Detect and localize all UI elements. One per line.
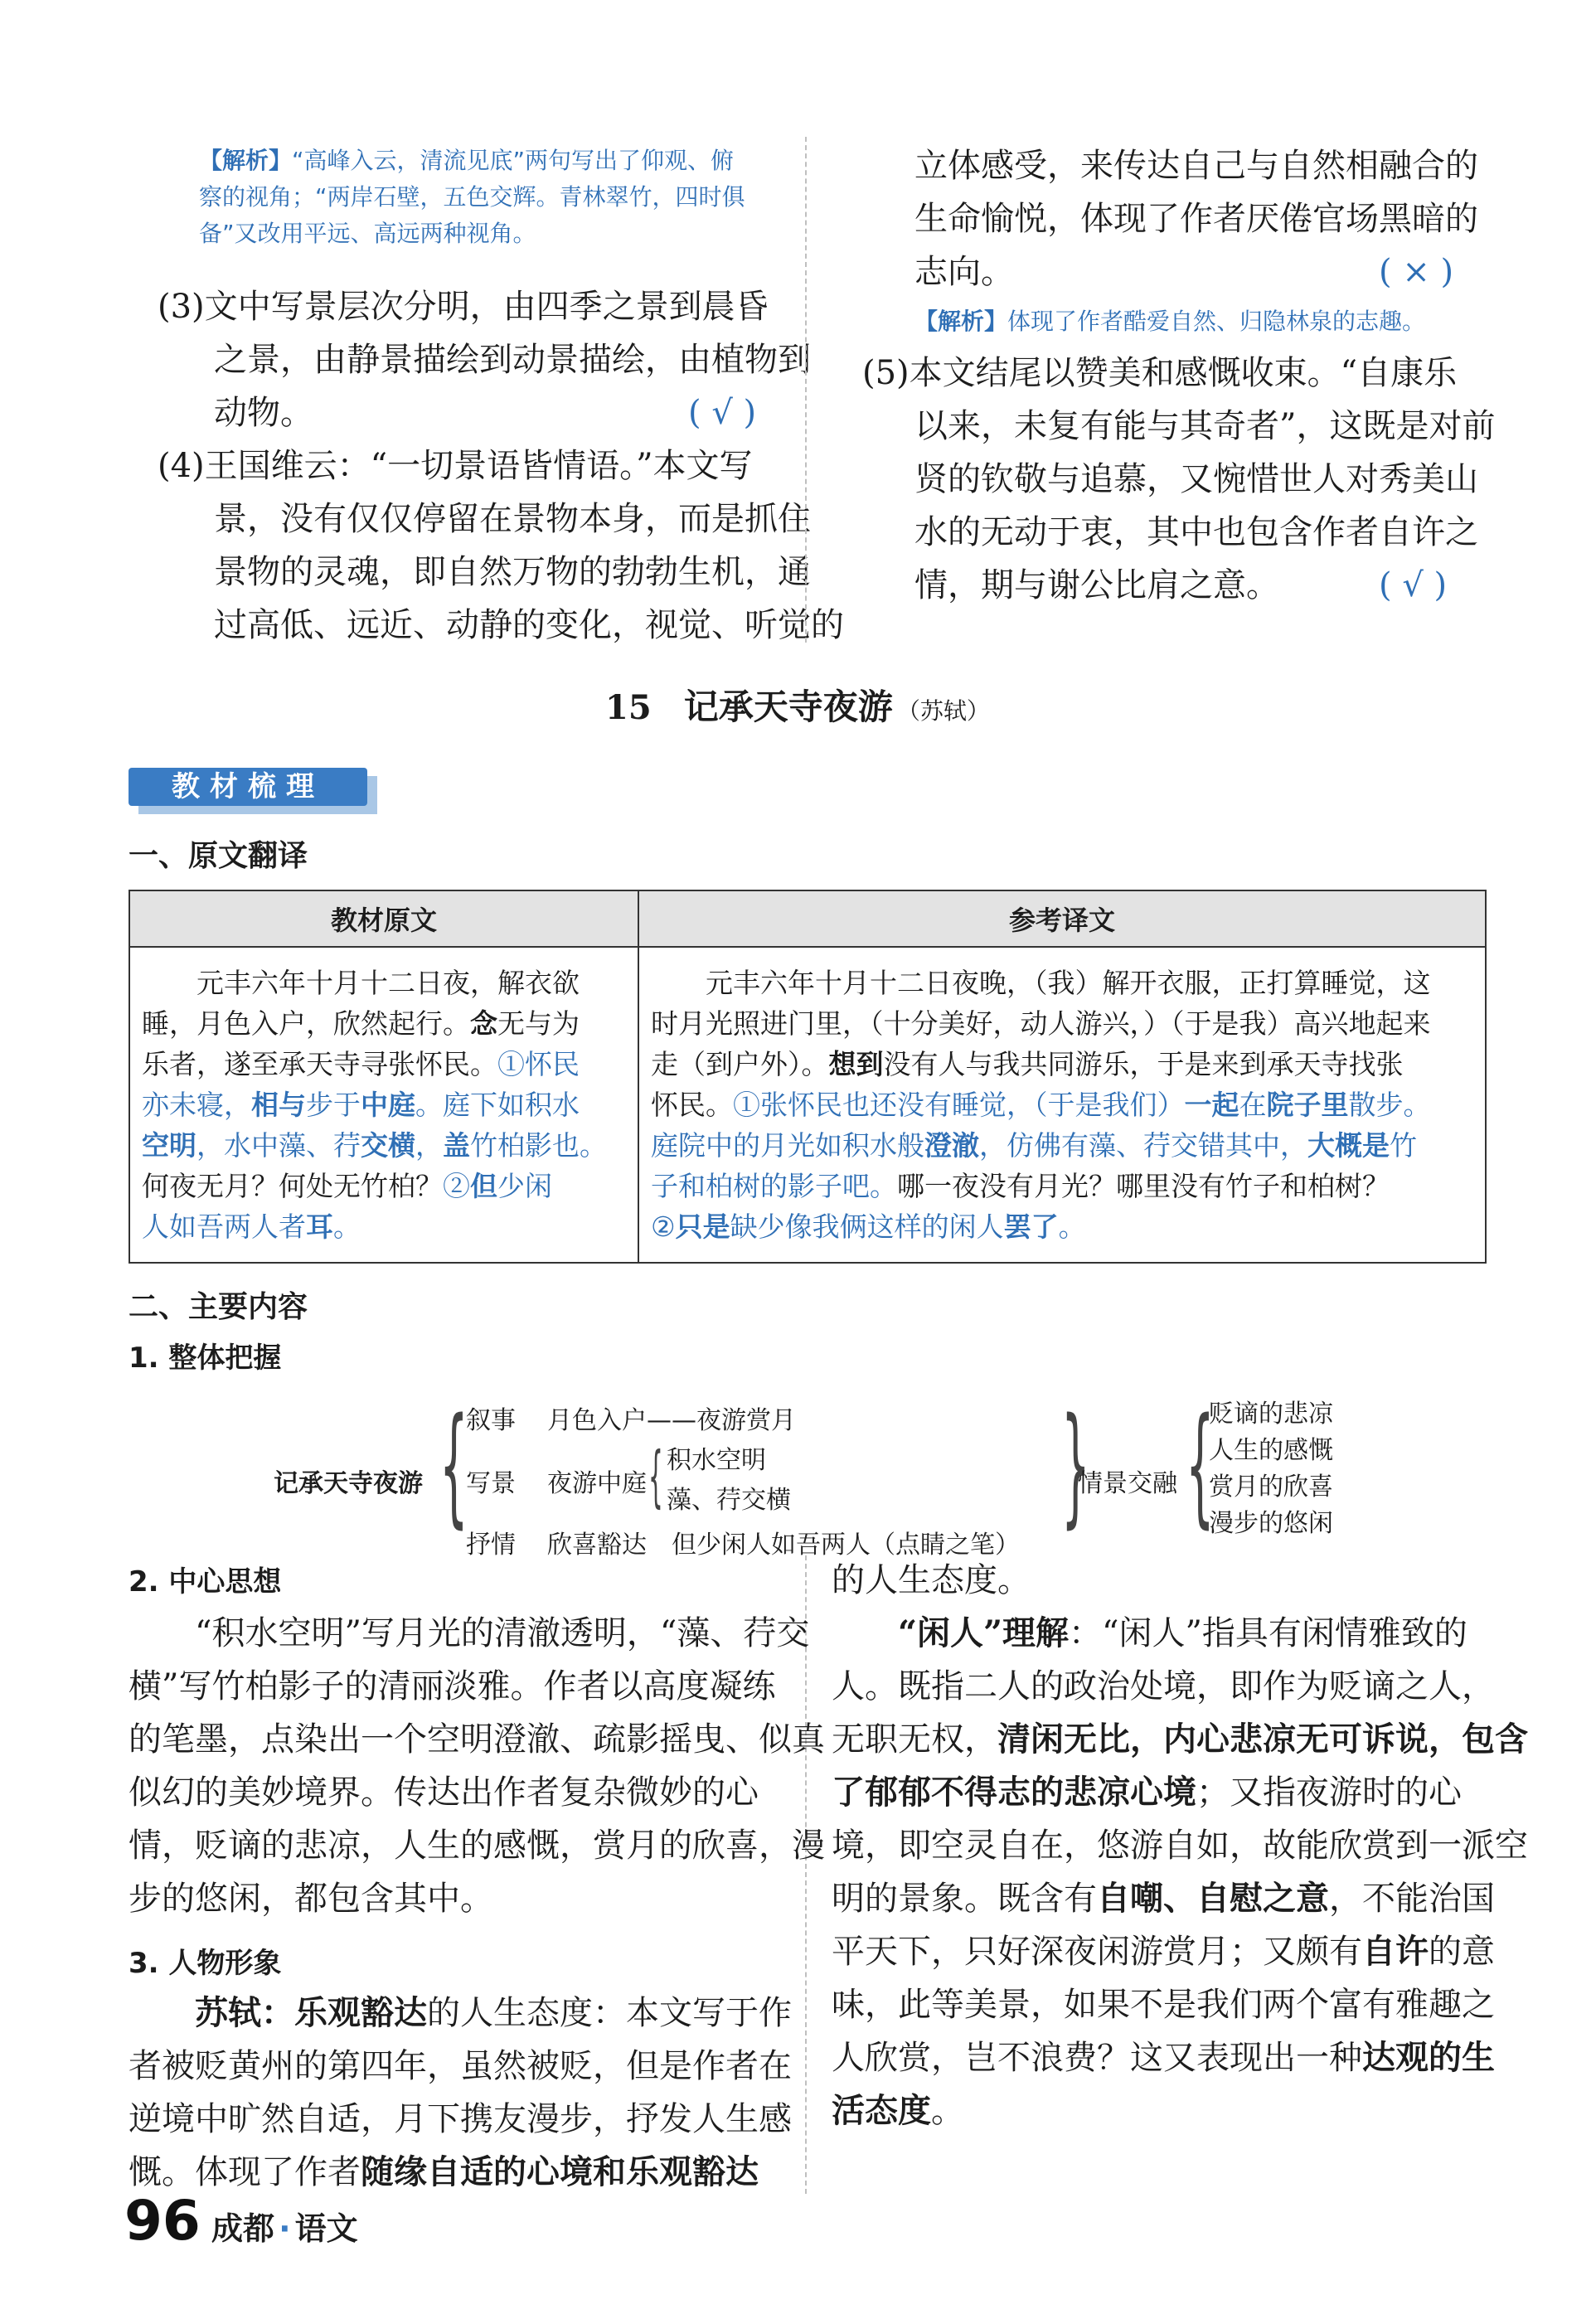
paragraph-line	[832, 1607, 1528, 1660]
item-line: 志向。	[914, 253, 1014, 291]
analysis-note-right	[914, 303, 1425, 340]
column-divider	[805, 137, 807, 643]
text-segment: 味，此等美景，如果不是我们两个富有雅趣之	[832, 1986, 1495, 2024]
text-segment: 澄澈	[924, 1129, 979, 1162]
text-segment: ②	[651, 1211, 676, 1243]
original-line	[142, 1084, 626, 1125]
paragraph-line: 步的悠闲，都包含其中。	[129, 1880, 493, 1918]
paragraph-line	[832, 1978, 1528, 2031]
mindmap-scene-sub2: 藻、荇交横	[667, 1486, 791, 1515]
brace-left: {	[439, 1390, 468, 1540]
text-segment: 。	[1058, 1211, 1086, 1243]
answer-mark: ( × )	[1379, 253, 1454, 291]
paragraph-line	[832, 1925, 1528, 1978]
text-segment: 自许	[1362, 1932, 1429, 1971]
mindmap-feeling: 人生的感慨	[1209, 1436, 1333, 1465]
text-segment: ，不能治国	[1329, 1880, 1495, 1918]
mindmap-fusion: 情景交融	[1078, 1469, 1177, 1498]
text-segment: 无与为	[497, 1007, 580, 1040]
text-segment: 没有人与我共同游乐，于是来到承天寺找张	[883, 1048, 1404, 1080]
text-segment: 自嘲、自慰之意	[1097, 1879, 1329, 1918]
text-segment: 院子里	[1266, 1089, 1349, 1121]
text-segment: 。	[931, 2092, 964, 2130]
paragraph-line	[129, 1987, 792, 2040]
text-segment: 的意	[1429, 1933, 1495, 1971]
col-reference-header: 参考译文	[638, 890, 1486, 947]
item-line: 生命愉悦，体现了作者厌倦官场黑暗的	[914, 200, 1478, 238]
text-segment: 的人生态度。	[832, 1561, 1031, 1599]
text-segment: ①张怀民也还没有睡觉，（于是我们）	[733, 1089, 1185, 1121]
text-segment: ，水中藻、荇	[196, 1129, 361, 1162]
paragraph-line	[832, 1766, 1528, 1819]
idle-people-text	[832, 1554, 1528, 2137]
text-segment: 耳	[306, 1211, 333, 1243]
paragraph-line	[129, 2040, 792, 2093]
paragraph-line	[129, 2093, 792, 2146]
text-segment: 步于	[306, 1089, 361, 1121]
text-segment: 罢了	[1003, 1211, 1059, 1243]
lesson-title	[605, 680, 990, 730]
mindmap-feeling: 赏月的欣喜	[1209, 1473, 1333, 1502]
text-segment: 在	[1239, 1089, 1267, 1121]
mindmap-emotion-label: 抒情	[466, 1531, 516, 1560]
paragraph-line	[832, 1872, 1528, 1925]
answer-mark: ( √ )	[688, 394, 757, 432]
text-segment: 但	[470, 1170, 497, 1202]
text-segment: 的人生态度：本文写于作	[427, 1994, 792, 2032]
mindmap-scene-sub1: 积水空明	[667, 1446, 766, 1475]
reference-line	[651, 963, 1473, 1003]
item-line: 过高低、远近、动静的变化，视觉、听觉的	[214, 606, 844, 644]
reference-line	[651, 1125, 1473, 1166]
text-segment: 。庭下如积水	[415, 1089, 580, 1121]
text-segment: 走（到户外）。	[651, 1048, 829, 1080]
text-segment: 何夜无月？何处无竹柏？	[142, 1170, 443, 1202]
mindmap-scene-text: 夜游中庭	[547, 1469, 647, 1498]
analysis-note-left	[199, 143, 745, 252]
section-badge-label: 教材梳理	[172, 770, 324, 803]
text-segment: 空明	[142, 1129, 196, 1162]
item-line: 之景，由静景描绘到动景描绘，由植物到	[214, 341, 811, 379]
text-segment: 慨。体现了作者	[129, 2153, 361, 2191]
text-segment: ：“闲人”指具有闲情雅致的	[1069, 1614, 1467, 1652]
brace-scene: {	[648, 1438, 663, 1515]
text-segment: 散步。	[1348, 1089, 1431, 1121]
text-segment: 一起	[1184, 1089, 1239, 1121]
text-segment: 逆境中旷然自适，月下携友漫步，抒发人生感	[129, 2100, 792, 2138]
original-text-cell	[129, 947, 638, 1263]
page-footer	[124, 2189, 358, 2253]
subject-name: 语文	[294, 2210, 358, 2247]
reference-line	[651, 1166, 1473, 1206]
central-idea-heading: 2. 中心思想	[129, 1565, 282, 1599]
overall-grasp-heading: 1. 整体把握	[129, 1342, 282, 1375]
text-segment: 亦未寝，	[142, 1089, 251, 1121]
original-line	[142, 1003, 626, 1044]
text-segment: ，	[415, 1129, 443, 1162]
main-content-heading: 二、主要内容	[129, 1290, 308, 1324]
note-line: 察的视角；“两岸石壁，五色交辉。青林翠竹，四时俱	[199, 183, 745, 211]
text-segment: 苏轼：乐观豁达	[195, 1993, 427, 2032]
answer-mark: ( √ )	[1379, 566, 1448, 604]
text-segment: 人如吾两人者	[142, 1211, 306, 1243]
text-segment: 了郁郁不得志的悲凉心境	[832, 1773, 1196, 1812]
item-line: 贤的钦敬与追慕，又惋惜世人对秀美山	[914, 460, 1478, 498]
character-heading: 3. 人物形象	[129, 1947, 282, 1980]
lesson-number: 15	[605, 688, 652, 727]
text-segment: 念	[470, 1007, 497, 1040]
reference-text-cell	[638, 947, 1486, 1263]
text-segment: ①怀民	[497, 1048, 580, 1080]
footer-dot: ·	[279, 2210, 291, 2247]
brace-feelings: {	[1186, 1390, 1215, 1540]
mindmap-narrate-label: 叙事	[466, 1406, 516, 1435]
character-text	[129, 1987, 792, 2199]
paragraph-line	[832, 2084, 1528, 2137]
page-number: 96	[124, 2189, 201, 2253]
text-segment: 子和柏树的影子吧。	[651, 1170, 897, 1202]
question-item-4-right	[914, 139, 1478, 298]
mind-map	[274, 1390, 1385, 1560]
text-segment: “闲人”理解	[898, 1613, 1070, 1652]
text-segment: 缺少像我俩这样的闲人	[730, 1211, 1004, 1243]
text-segment: 人。既指二人的政治处境，即作为贬谪之人，	[832, 1667, 1495, 1705]
paragraph-line	[832, 1819, 1528, 1872]
item-line: 立体感受，来传达自己与自然相融合的	[914, 147, 1478, 185]
item-line: (5)本文结尾以赞美和感慨收束。“自康乐	[862, 354, 1458, 392]
analysis-tag: 【解析】	[914, 308, 1008, 335]
mindmap-root: 记承天寺夜游	[274, 1469, 423, 1498]
reference-line	[651, 1206, 1473, 1247]
text-segment: 明的景象。既含有	[832, 1880, 1097, 1918]
text-segment: 。	[333, 1211, 361, 1243]
text-segment: 怀民。	[651, 1089, 733, 1121]
paragraph-line: 似幻的美妙境界。传达出作者复杂微妙的心	[129, 1773, 759, 1812]
text-segment: 少闲	[497, 1170, 552, 1202]
item-line: 景物的灵魂，即自然万物的勃勃生机，通	[214, 553, 811, 591]
question-item-3	[158, 280, 811, 439]
text-segment: ，仿佛有藻、荇交错其中，	[979, 1129, 1307, 1162]
text-segment: 交横	[361, 1129, 415, 1162]
text-segment: 睡，月色入户，欣然起行。	[142, 1007, 470, 1040]
paragraph-line: “积水空明”写月光的清澈透明，“藻、荇交	[129, 1614, 810, 1652]
original-line	[142, 1125, 626, 1166]
text-segment: 乐者，遂至承天寺寻张怀民。	[142, 1048, 497, 1080]
text-segment: ②	[443, 1170, 470, 1202]
mindmap-feeling: 贬谪的悲凉	[1209, 1400, 1333, 1429]
item-line: 情，期与谢公比肩之意。	[914, 566, 1279, 604]
text-segment: 庭院中的月光如积水般	[651, 1129, 924, 1162]
original-line	[142, 963, 626, 1003]
text-segment: 者被贬黄州的第四年，虽然被贬，但是作者在	[129, 2047, 792, 2085]
translation-table	[129, 890, 1487, 1264]
note-line: “高峰入云，清流见底”两句写出了仰观、俯	[292, 147, 735, 174]
note-text: 体现了作者酷爱自然、归隐林泉的志趣。	[1007, 308, 1426, 335]
text-segment: 竹柏影也。	[470, 1129, 607, 1162]
text-segment: 清闲无比，内心悲凉无可诉说，包含	[997, 1720, 1528, 1759]
text-segment: 元丰六年十月十二日夜，解衣欲	[142, 967, 580, 999]
text-segment: 大概是	[1307, 1129, 1390, 1162]
paragraph-line	[832, 1660, 1528, 1713]
text-segment: 盖	[443, 1129, 470, 1162]
paragraph-line: 情，贬谪的悲凉，人生的感慨，赏月的欣喜，漫	[129, 1827, 825, 1865]
question-item-5	[862, 347, 1495, 612]
mindmap-scene-label: 写景	[466, 1469, 516, 1498]
translation-heading: 一、原文翻译	[129, 839, 308, 873]
original-line	[142, 1044, 626, 1084]
item-line: 以来，未复有能与其奇者”，这既是对前	[914, 407, 1496, 445]
text-segment: 随缘自适的心境和乐观豁达	[361, 2152, 759, 2191]
text-segment: 元丰六年十月十二日夜晚，（我）解开衣服，正打算睡觉，这	[651, 967, 1431, 999]
item-line: (4)王国维云：“一切景语皆情语。”本文写	[158, 447, 753, 485]
text-segment: 时月光照进门里，（十分美好，动人游兴，）（于是我）高兴地起来	[651, 1007, 1431, 1040]
text-segment: 相与	[251, 1089, 306, 1121]
text-segment: 达观的生	[1362, 2038, 1495, 2077]
paragraph-line: 的笔墨，点染出一个空明澄澈、疏影摇曳、似真	[129, 1720, 825, 1759]
item-line: (3)文中写景层次分明，由四季之景到晨昏	[158, 288, 769, 326]
text-segment: 平天下，只好深夜闲游赏月；又颇有	[832, 1933, 1362, 1971]
lesson-name: 记承天寺夜游	[683, 687, 893, 727]
question-item-4-left	[158, 439, 844, 652]
text-segment: 想到	[828, 1048, 884, 1080]
paragraph-line	[832, 1554, 1528, 1607]
original-line	[142, 1166, 626, 1206]
text-segment: 人欣赏，岂不浪费？这又表现出一种	[832, 2039, 1362, 2077]
text-segment: ；又指夜游时的心	[1196, 1773, 1462, 1812]
text-segment: 竹	[1390, 1129, 1417, 1162]
paragraph-line: 横”写竹柏影子的清丽淡雅。作者以高度凝练	[129, 1667, 776, 1705]
text-segment: 境，即空灵自在，悠游自如，故能欣赏到一派空	[832, 1827, 1528, 1865]
mindmap-feeling: 漫步的悠闲	[1209, 1509, 1333, 1538]
lesson-author: （苏轼）	[896, 697, 990, 725]
item-line: 水的无动于衷，其中也包含作者自许之	[914, 513, 1478, 551]
note-line: 备”又改用平远、高远两种视角。	[199, 220, 536, 247]
brace-right: }	[1061, 1390, 1090, 1540]
item-line: 动物。	[214, 394, 313, 432]
item-line: 景，没有仅仅停留在景物本身，而是抓住	[214, 500, 811, 538]
original-line	[142, 1206, 626, 1247]
paragraph-line	[832, 1713, 1528, 1766]
reference-line	[651, 1084, 1473, 1125]
central-idea-text	[129, 1607, 825, 1925]
reference-line	[651, 1003, 1473, 1044]
mindmap-emotion-text: 欣喜豁达 但少闲人如吾两人（点睛之笔）	[547, 1531, 1020, 1560]
text-segment: 只是	[675, 1211, 730, 1243]
book-name: 成都	[211, 2210, 274, 2247]
text-segment: 中庭	[361, 1089, 415, 1121]
col-original-header: 教材原文	[129, 890, 638, 947]
text-segment	[129, 1994, 195, 2032]
text-segment: 活态度	[832, 2091, 931, 2130]
mindmap-narrate-text: 月色入户——夜游赏月	[547, 1406, 796, 1435]
text-segment: 无职无权，	[832, 1720, 997, 1759]
paragraph-line	[832, 2031, 1528, 2084]
text-segment: 哪一夜没有月光？哪里没有竹子和柏树？	[897, 1170, 1390, 1202]
analysis-tag: 【解析】	[199, 147, 293, 174]
section-badge	[129, 768, 377, 814]
text-segment	[832, 1614, 898, 1652]
reference-line	[651, 1044, 1473, 1084]
